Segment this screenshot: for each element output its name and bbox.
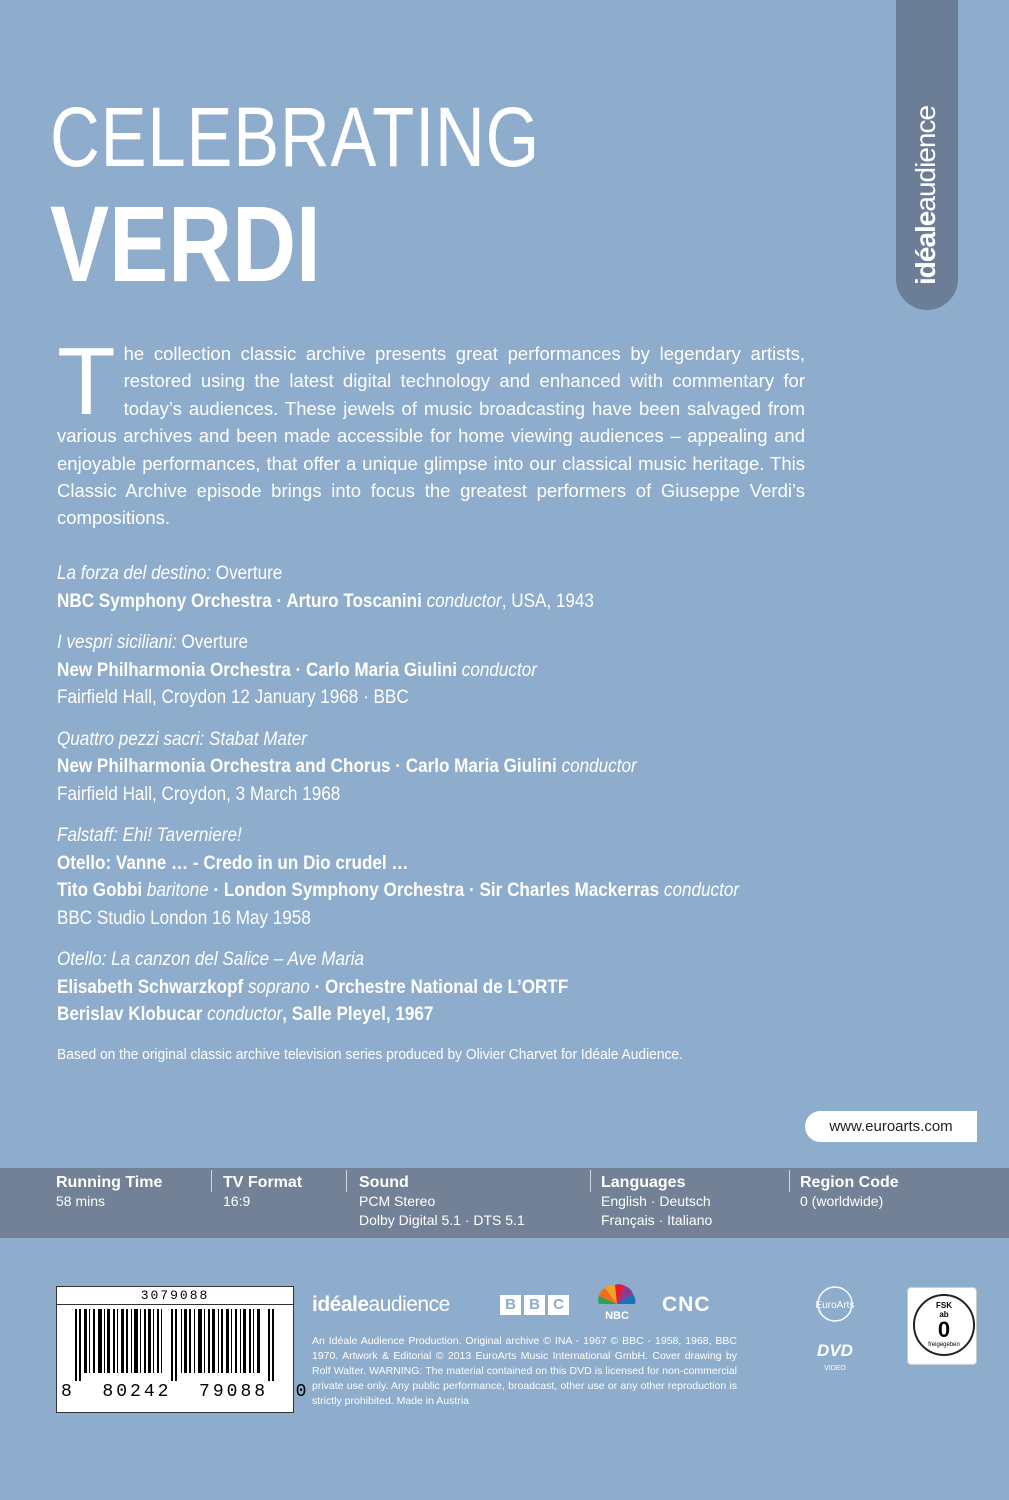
spec-divider	[211, 1170, 212, 1192]
barcode	[56, 1286, 310, 1413]
fsk-rating-badge: FSK ab 0 freigegeben	[907, 1287, 977, 1365]
svg-text:DVD: DVD	[817, 1341, 853, 1360]
spec-divider	[346, 1170, 347, 1192]
spec-divider	[590, 1170, 591, 1192]
svg-text:VIDEO: VIDEO	[824, 1365, 846, 1372]
spec-sound: Sound PCM Stereo Dolby Digital 5.1 · DTS 5.1	[359, 1174, 525, 1228]
nbc-peacock-logo	[595, 1282, 639, 1322]
legal-notice: An Idéale Audience Production. Original archive © INA - 1967 © BBC - 1958, 1968, BBC 1970. Artwork & Editorial © 2013 EuroArts Music International GmbH. Cover drawing by Rolf Walter. WARNING: The material contained on this DVD is licensed for non-commercial private use only. Any public performance, broadcast, other use or any other reproduction is strictly prohibited. Made in Austria	[312, 1335, 737, 1407]
bbc-logo: B B C	[500, 1295, 569, 1315]
website-link[interactable]: www.euroarts.com	[805, 1111, 977, 1142]
barcode-top-number: 3079088	[57, 1288, 293, 1305]
euroarts-dvd-logo	[806, 1284, 864, 1374]
track-item: Falstaff: Ehi! Taverniere! Otello: Vanne … - Credo in un Dio crudel … Tito Gobbi baritone · London Symphony Orchestra · Sir Charles Mackerras conductor BBC Studio London 16 May 1958	[57, 825, 740, 929]
svg-text:NBC: NBC	[605, 1310, 629, 1322]
barcode-bars	[75, 1309, 275, 1381]
track-item: La forza del destino: Overture NBC Symphony Orchestra · Arturo Toscanini conductor, USA, 1943	[57, 563, 594, 612]
intro-paragraph: The collection classic archive presents great performances by legendary artists, restored using the latest digital technology and enhanced with commentary for today’s audiences. These jewels of music broadcasting have been salvaged from various archives and been made accessible for home viewing audiences – appealing and enjoyable performances, that offer a unique glimpse into our classical music heritage. This Classic Archive episode brings into focus the greatest performers of Giuseppe Verdi’s compositions.	[57, 328, 805, 529]
spec-divider	[789, 1170, 790, 1192]
track-item: I vespri siciliani: Overture New Philharmonia Orchestra · Carlo Maria Giulini conductor Fairfield Hall, Croydon 12 January 1968 · BBC	[57, 632, 537, 708]
ideale-audience-logo: idéaleaudience	[312, 1293, 450, 1316]
svg-text:EuroArts: EuroArts	[815, 1300, 855, 1311]
series-credit: Based on the original classic archive television series produced by Olivier Charvet for Idéale Audience.	[57, 1046, 683, 1063]
spec-tv-format: TV Format 16:9	[223, 1174, 303, 1209]
barcode-number: 8 80242 79088 0	[61, 1382, 310, 1402]
brand-tab-logo: idéaleaudience	[910, 105, 941, 285]
drop-cap: T	[57, 328, 116, 435]
track-item: Quattro pezzi sacri: Stabat Mater New Philharmonia Orchestra and Chorus · Carlo Maria Giulini conductor Fairfield Hall, Croydon, 3 March 1968	[57, 728, 637, 805]
cnc-logo: CNC	[662, 1293, 711, 1316]
title-line-2: VERDI	[50, 183, 321, 304]
track-item: Otello: La canzon del Salice – Ave Maria Elisabeth Schwarzkopf soprano · Orchestre National de L’ORTF Berislav Klobucar conductor, Salle Pleyel, 1967	[57, 949, 569, 1025]
spec-languages: Languages English · Deutsch Français · Italiano	[601, 1174, 713, 1228]
spec-running-time: Running Time 58 mins	[56, 1174, 163, 1209]
title-line-1: CELEBRATING	[50, 90, 541, 184]
track-list	[57, 560, 887, 1043]
spec-region: Region Code 0 (worldwide)	[800, 1174, 899, 1209]
